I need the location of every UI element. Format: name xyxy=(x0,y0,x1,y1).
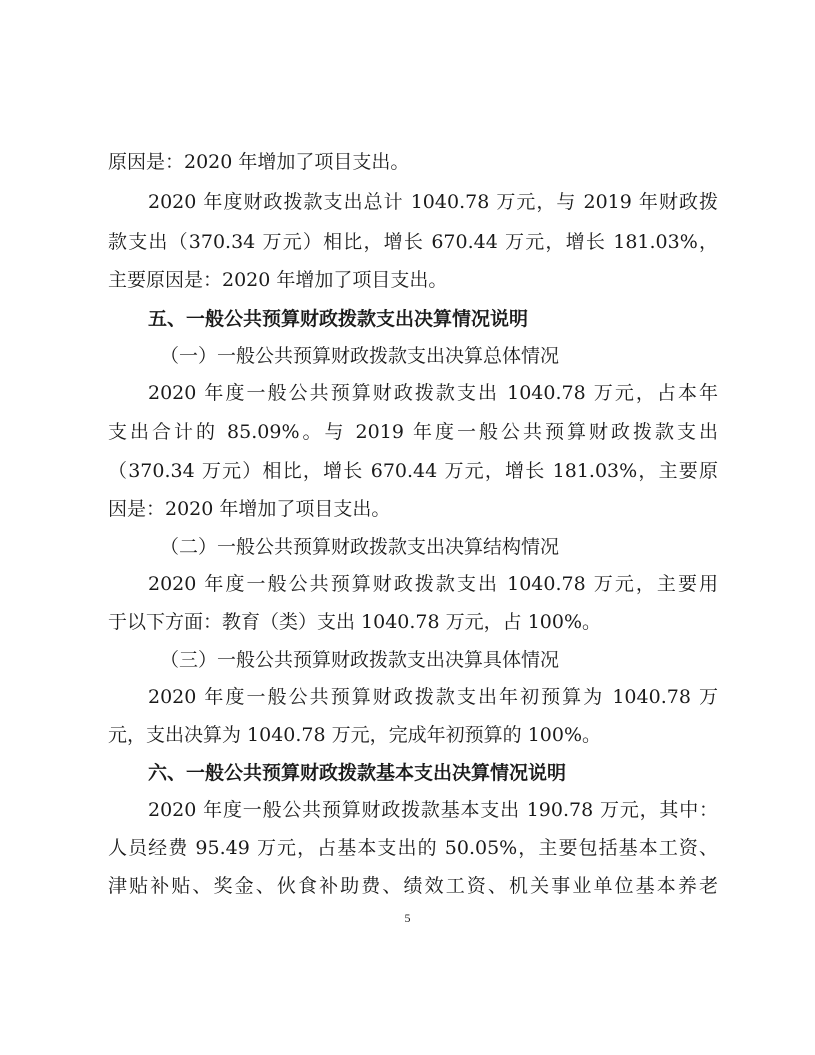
paragraph-line: 2020 年度财政拨款支出总计 1040.78 万元，与 2019 年财政拨 xyxy=(148,191,718,213)
page-number: 5 xyxy=(404,911,411,925)
subsection-heading: （一）一般公共预算财政拨款支出决算总体情况 xyxy=(160,345,560,367)
paragraph-line: 于以下方面：教育（类）支出 1040.78 万元，占 100%。 xyxy=(108,611,602,633)
paragraph-line: 主要原因是：2020 年增加了项目支出。 xyxy=(108,269,448,291)
paragraph-line: 原因是：2020 年增加了项目支出。 xyxy=(108,151,410,173)
paragraph-line: 支出合计的 85.09%。与 2019 年度一般公共预算财政拨款支出 xyxy=(108,421,718,443)
section-heading: 五、一般公共预算财政拨款支出决算情况说明 xyxy=(148,308,529,330)
paragraph-line: 元，支出决算为 1040.78 万元，完成年初预算的 100%。 xyxy=(108,724,602,746)
paragraph-line: 2020 年度一般公共预算财政拨款支出年初预算为 1040.78 万 xyxy=(148,686,718,708)
paragraph-line: （370.34 万元）相比，增长 670.44 万元，增长 181.03%，主要原 xyxy=(108,460,718,482)
paragraph-line: 津贴补贴、奖金、伙食补助费、绩效工资、机关事业单位基本养老 xyxy=(108,875,718,897)
subsection-heading: （二）一般公共预算财政拨款支出决算结构情况 xyxy=(160,536,560,558)
paragraph-line: 2020 年度一般公共预算财政拨款支出 1040.78 万元，主要用 xyxy=(148,573,718,595)
paragraph-line: 2020 年度一般公共预算财政拨款支出 1040.78 万元，占本年 xyxy=(148,382,718,404)
section-heading: 六、一般公共预算财政拨款基本支出决算情况说明 xyxy=(148,762,567,784)
paragraph-line: 人员经费 95.49 万元，占基本支出的 50.05%，主要包括基本工资、 xyxy=(108,837,718,859)
paragraph-line: 款支出（370.34 万元）相比，增长 670.44 万元，增长 181.03%， xyxy=(108,231,718,253)
subsection-heading: （三）一般公共预算财政拨款支出决算具体情况 xyxy=(160,649,560,671)
paragraph-line: 因是：2020 年增加了项目支出。 xyxy=(108,498,391,520)
paragraph-line: 2020 年度一般公共预算财政拨款基本支出 190.78 万元，其中： xyxy=(148,799,718,821)
